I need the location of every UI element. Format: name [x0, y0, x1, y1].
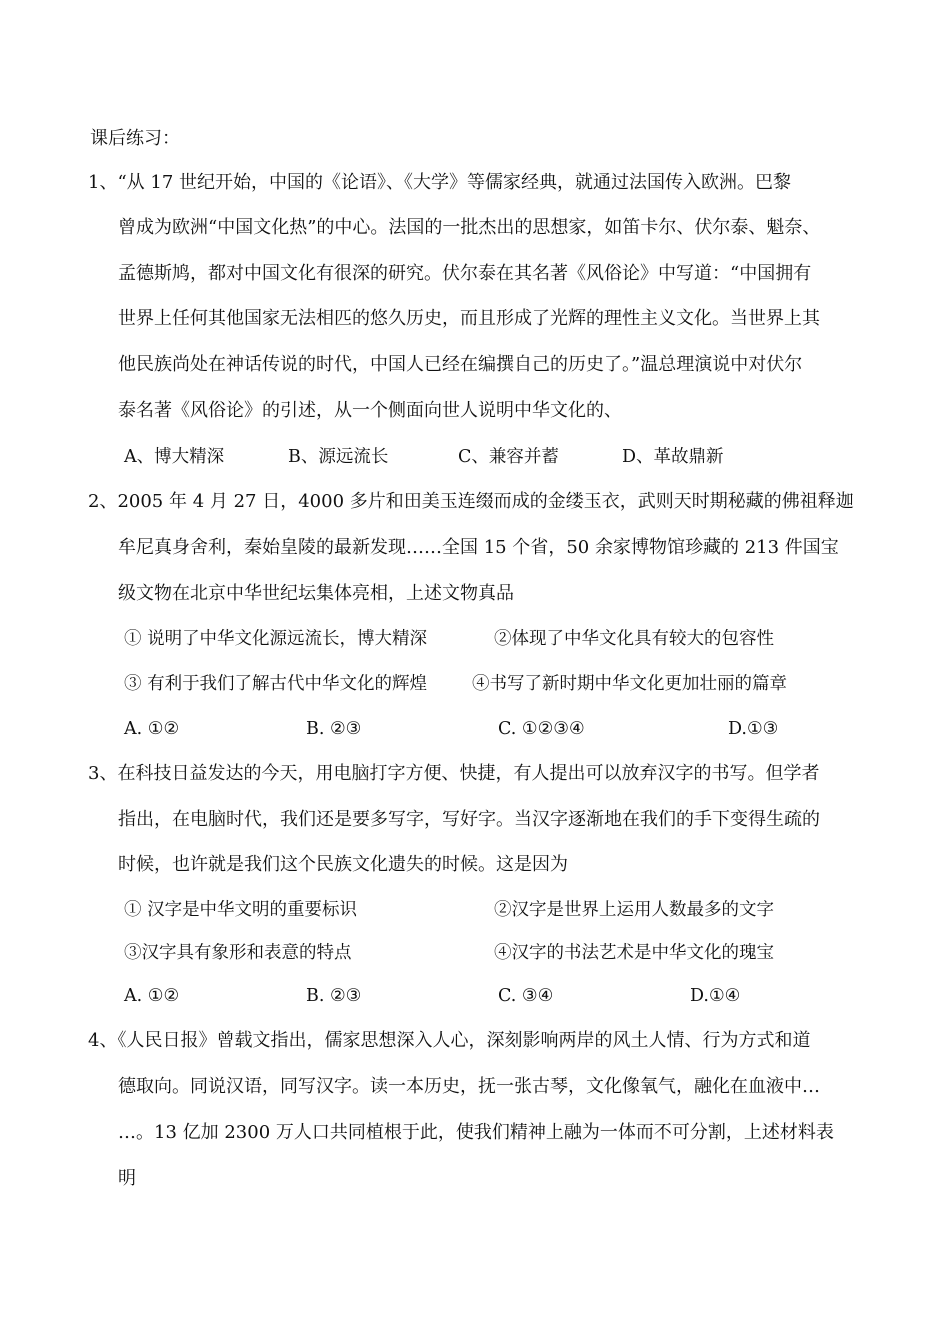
question-2-option-d: D.①③ — [728, 719, 779, 739]
question-1-line-3: 孟德斯鸠，都对中国文化有很深的研究。伏尔泰在其名著《风俗论》中写道：“中国拥有 — [118, 263, 812, 284]
question-3-option-b: B. ②③ — [306, 986, 362, 1006]
question-4-line-4: 明 — [118, 1168, 136, 1189]
question-2-line-2: 牟尼真身舍利，秦始皇陵的最新发现……全国 15 个省，50 余家博物馆珍藏的 213 件国宝 — [118, 537, 839, 558]
question-1-line-6: 泰名著《风俗论》的引述，从一个侧面向世人说明中华文化的、 — [118, 400, 622, 421]
question-1-option-b: B、源远流长 — [288, 447, 389, 467]
question-2-statement-1: ① 说明了中华文化源远流长，博大精深 — [124, 629, 428, 649]
question-3-statement-2: ②汉字是世界上运用人数最多的文字 — [494, 900, 774, 920]
page-heading: 课后练习： — [90, 128, 180, 149]
question-3-line-2: 指出，在电脑时代，我们还是要多写字，写好字。当汉字逐渐地在我们的手下变得生疏的 — [118, 809, 820, 830]
question-3-option-d: D.①④ — [690, 986, 741, 1006]
question-1-line-2: 曾成为欧洲“中国文化热”的中心。法国的一批杰出的思想家，如笛卡尔、伏尔泰、魁奈、 — [118, 217, 821, 238]
question-4-line-3: …。13 亿加 2300 万人口共同植根于此，使我们精神上融为一体而不可分割，上述材料表 — [118, 1122, 834, 1143]
question-3-statement-1: ① 汉字是中华文明的重要标识 — [124, 900, 358, 920]
question-1-option-d: D、革故鼎新 — [622, 447, 724, 467]
question-3-line-3: 时候，也许就是我们这个民族文化遗失的时候。这是因为 — [118, 854, 568, 875]
question-2-option-b: B. ②③ — [306, 719, 362, 739]
question-2-option-c: C. ①②③④ — [498, 719, 585, 739]
question-1-line-4: 世界上任何其他国家无法相匹的悠久历史，而且形成了光辉的理性主义文化。当世界上其 — [118, 308, 820, 329]
question-2-statement-2: ②体现了中华文化具有较大的包容性 — [494, 629, 774, 649]
question-3-statement-3: ③汉字具有象形和表意的特点 — [124, 943, 352, 963]
question-2-line-3: 级文物在北京中华世纪坛集体亮相，上述文物真品 — [118, 583, 514, 604]
question-2-option-a: A. ①② — [124, 719, 180, 739]
question-3-line-1: 3、在科技日益发达的今天，用电脑打字方便、快捷，有人提出可以放弃汉字的书写。但学者 — [88, 763, 820, 784]
question-2-line-1: 2、2005 年 4 月 27 日，4000 多片和田美玉连缀而成的金缕玉衣，武则天时期秘藏的佛祖释迦 — [88, 491, 854, 512]
question-4-line-1: 4、《人民日报》曾载文指出，儒家思想深入人心，深刻影响两岸的风土人情、行为方式和道 — [88, 1030, 811, 1051]
question-2-statement-3: ③ 有利于我们了解古代中华文化的辉煌 — [124, 674, 428, 694]
question-3-statement-4: ④汉字的书法艺术是中华文化的瑰宝 — [494, 943, 774, 963]
question-2-statement-4: ④书写了新时期中华文化更加壮丽的篇章 — [472, 674, 787, 694]
question-1-line-5: 他民族尚处在神话传说的时代，中国人已经在编撰自己的历史了。”温总理演说中对伏尔 — [118, 354, 803, 375]
question-1-line-1: 1、“从 17 世纪开始，中国的《论语》、《大学》等儒家经典，就通过法国传入欧洲。巴黎 — [88, 172, 791, 193]
question-3-option-a: A. ①② — [124, 986, 180, 1006]
question-3-option-c: C. ③④ — [498, 986, 554, 1006]
question-1-option-a: A、博大精深 — [124, 447, 225, 467]
question-1-option-c: C、兼容并蓄 — [458, 447, 559, 467]
question-4-line-2: 德取向。同说汉语，同写汉字。读一本历史，抚一张古琴，文化像氧气，融化在血液中… — [118, 1076, 820, 1097]
